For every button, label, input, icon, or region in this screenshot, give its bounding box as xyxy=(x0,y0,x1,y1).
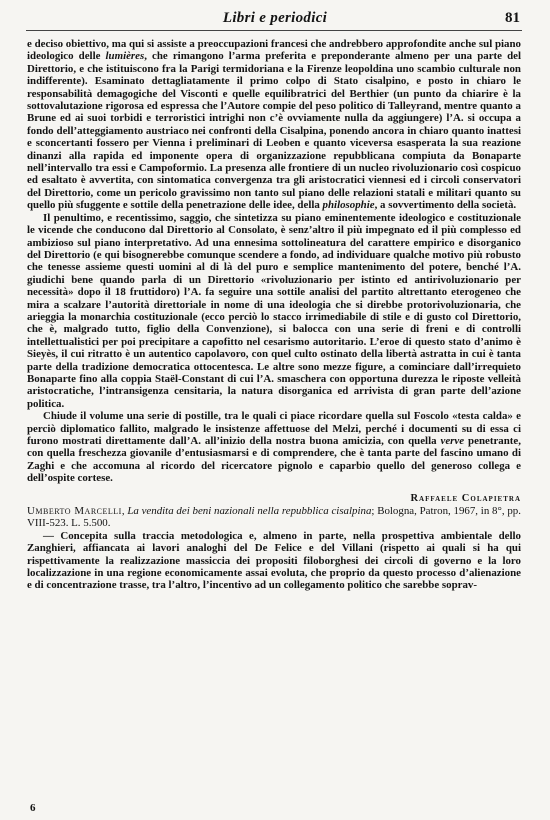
text-run: Chiude il volume una serie di postille, tra le quali ci piace ricordare quella sul Foscolo «testa calda» e perciò diplomatico fallito, malgrado le insistenze affettuose del Melzi, perché i documenti su di essa ci furono mostrati direttamente dall’A. all’inizio della nostra buona amicizia, con quella xyxy=(27,410,521,447)
review-book-title: La vendita dei beni nazionali nella repubblica cisalpina xyxy=(127,505,372,518)
paragraph xyxy=(27,410,521,484)
paragraph xyxy=(27,212,521,411)
footer-mark: 6 xyxy=(30,802,36,814)
review-continuation xyxy=(27,38,521,485)
text-run: Il penultimo, e recentissimo, saggio, che sintetizza su piano eminentemente ideologico e costituzionale le vicende che conducono dal Direttorio al Consolato, è senz’altro il più impegnato ed il più complesso ed ambizioso sul piano interpretativo. Ad una ennesima sottolineatura del carattere empirico e disorganico del Direttorio (e qui bisognerebbe comunque scendere a fondo, ad individuare qualche motivo più robusto che tenesse assieme questi uomini al di là del puro e semplice mantenimento del potere, benché l’A. giudichi bene quando parla di un Direttorio «rivoluzionario per istinto ed antirivoluzionario per necessità» dopo il 18 fruttidoro) l’A. fa seguire una sottile analisi del partito altrettanto eterogeneo che mira a scalzare l’autorità direttoriale in nome di una ideologia che si direbbe protorivoluzionaria, che arieggia la monarchia costituzionale (ecco perciò lo stacco irrimediabile di stile e di gusto col Direttorio, che è, malgrado tutto, figlio della Convenzione), si balocca con una serie di freni e di controlli intellettualistici per poi precipitare a capofitto nel cesarismo autoritario. L’eroe di questo stato d’animo è Sieyès, il cui ritratto è un autentico capolavoro, con quel culto ostinato della libertà astratta in cui è tanta parte della tradizione democratica ottocentesca. Le altre sono mezze figure, a cominciare dall’irrequieto Bonaparte fino alla coppia Staël-Constant di cui l’A. smaschera con opportuna durezza le riposte velleità aristocratiche, l’intransigenza censitaria, la natura disorganica ed arrivista di gran parte dell’azione politica. xyxy=(27,211,521,410)
review-citation: Umberto Marcelli, La vendita dei beni nazionali nella repubblica cisalpina; Bologna, Patron, 1967, in 8°, pp. VIII-523. L. 5.500. xyxy=(27,505,521,530)
italic-term: philosophie xyxy=(322,199,375,212)
running-title: Libri e periodici xyxy=(222,10,328,26)
text-run: e deciso obiettivo, ma qui si assiste a preoccupazioni francesi che andrebbero approfondite anche sul piano ideologico delle xyxy=(27,38,521,63)
review-publication-details: ; Bologna, Patron, 1967, in 8°, pp. VIII-523. L. 5.500. xyxy=(27,505,521,530)
reviewer-signature: Raffaele Colapietra xyxy=(410,492,521,504)
italic-term: lumières xyxy=(105,50,145,63)
review-book-author: Umberto Marcelli xyxy=(27,505,122,518)
article-text xyxy=(27,38,521,592)
paragraph xyxy=(27,38,521,212)
header-rule xyxy=(26,30,522,31)
italic-term: verve xyxy=(440,435,465,447)
page-number: 81 xyxy=(505,10,520,26)
review-body: — Concepita sulla traccia metodologica e, almeno in parte, nella prospettiva ambientale dello Zanghieri, affiancata ai lavori analoghi del De Felice e del Villani (rispetto ai quali si ha qui rispettivamente la realizzazione massiccia dei propositi filoborghesi dei circoli di governo e la loro localizzazione in una regione economicamente assai evoluta, che proprio da questo processo d’alienazione e di concentrazione trasse, tra l’altro, l’incentivo ad un collegamento politico che sarebbe soprav- xyxy=(27,529,521,592)
text-run: penetrante, con quella freschezza giovanile d’entusiasmarsi e di comprendere, che è tanta parte del fascino umano di Zaghi e che accomuna al ricordo del ricercatore pignolo e caparbio quello del generoso collega e dell’ospite cortese. xyxy=(27,435,521,485)
text-run: , che rimangono l’arma preferita e preponderante almeno per una parte del Direttorio, e che istituiscono fra la Parigi termidoriana e la Firenze leopoldina uno scambio culturale non indifferente). Esaminato dettagliatamente il primo colpo di Stato cisalpino, e posto in chiaro le responsabilità demagogiche del Visconti e quelle equilibratrici del Berthier (un punto da chiarire è la sottovalutazione rigorosa ed espressa che l’Autore compie del peso politico di Talleyrand, mentre quanto a Brune ed ai suoi torbidi e terroristici intrighi non c’è ovviamente nulla da aggiungere) l’A. si occupa a fondo dell’atteggiamento austriaco nei confronti della Cisalpina, ponendo ancora in chiaro quanto inattesi e sconcertanti fossero per Vienna i preliminari di Leoben e quanto viceversa esasperata la sua reazione dinanzi alla rapida ed imponente opera di organizzazione repubblicana compiuta da Bonaparte nell’intervallo tra essi e Campoformio. La presenza alle frontiere di un nucleo rivoluzionario così cospicuo ed esaltato è avvertita, con sintomatica convergenza tra gli aristocratici viennesi ed i circoli conservatori del Direttorio, come un pericolo gravissimo non tanto sul piano delle relazioni statali e militari quanto su quello più sfuggente e sottile della penetrazione delle idee, della xyxy=(27,50,521,212)
text-run: , a sovvertimento della società. xyxy=(374,199,517,212)
